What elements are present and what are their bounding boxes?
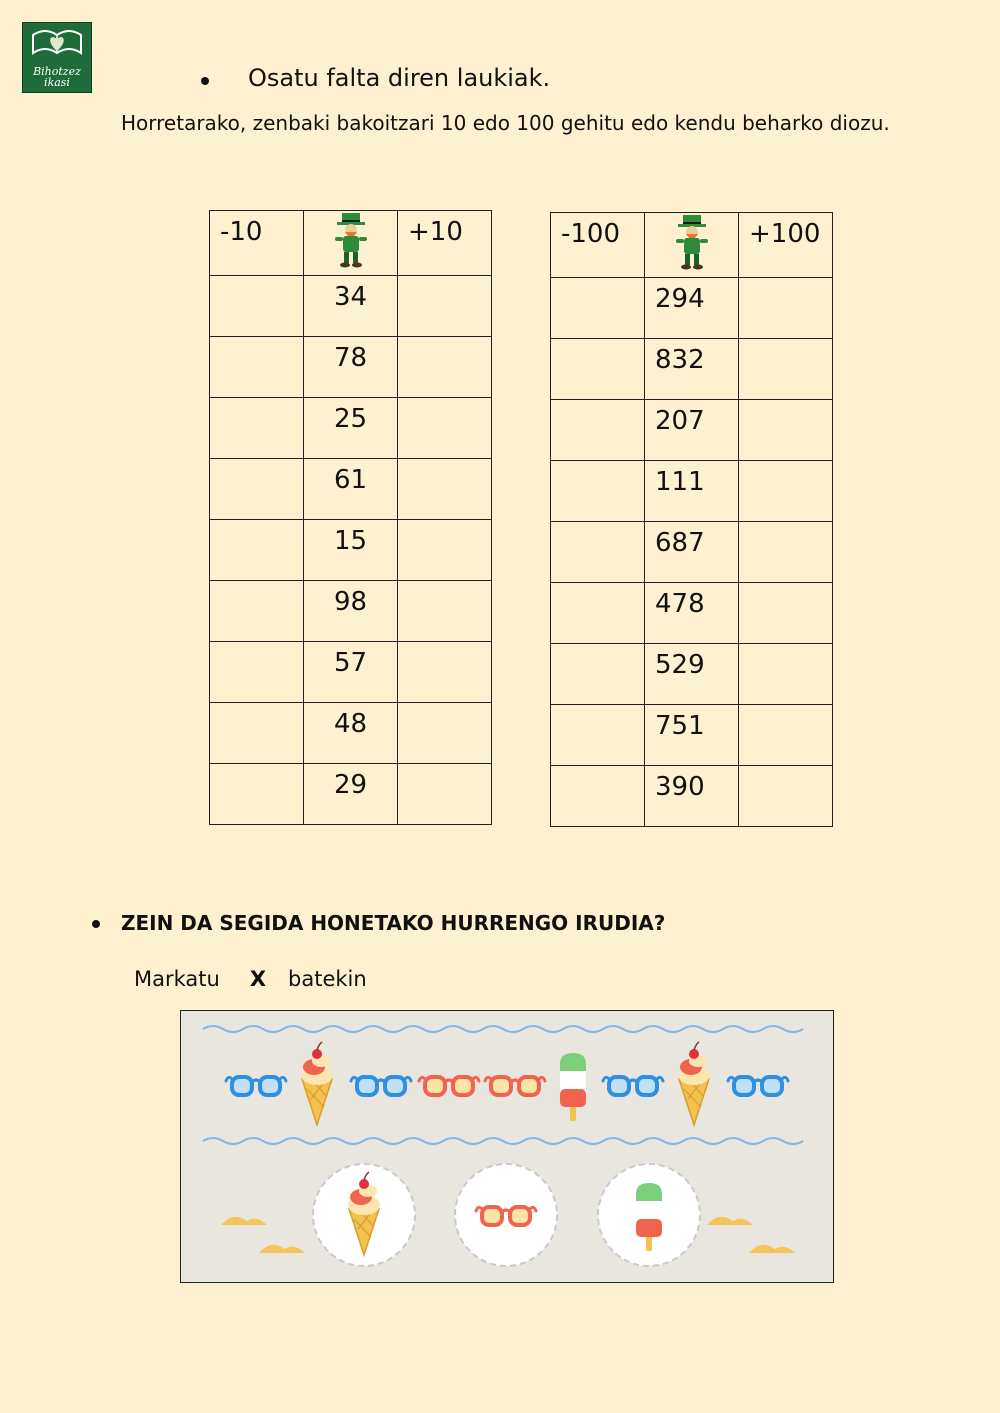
sequence-glasses-red-icon [419, 1077, 479, 1095]
answer-cell[interactable] [210, 337, 304, 398]
table-row [210, 459, 492, 520]
table-row [551, 705, 833, 766]
answer-cell[interactable] [210, 703, 304, 764]
answer-cell[interactable] [739, 644, 833, 705]
table-row [551, 583, 833, 644]
table-header-row [551, 213, 833, 278]
answer-cell[interactable] [210, 581, 304, 642]
wave-line-top [203, 1026, 803, 1032]
table-row [210, 520, 492, 581]
answer-cell[interactable] [210, 642, 304, 703]
number-cell: 207 [645, 400, 739, 461]
number-cell: 478 [645, 583, 739, 644]
answer-cell[interactable] [398, 337, 492, 398]
number-cell: 48 [304, 703, 398, 764]
answer-cell[interactable] [551, 583, 645, 644]
table-row [551, 461, 833, 522]
answer-cell[interactable] [210, 520, 304, 581]
answer-cell[interactable] [398, 459, 492, 520]
number-cell: 57 [304, 642, 398, 703]
answer-cell[interactable] [739, 339, 833, 400]
logo [22, 22, 92, 93]
number-cell: 687 [645, 522, 739, 583]
number-cell: 15 [304, 520, 398, 581]
answer-cell[interactable] [210, 764, 304, 825]
answer-cell[interactable] [739, 278, 833, 339]
header-plus-100: +100 [739, 213, 833, 278]
answer-cell[interactable] [551, 461, 645, 522]
bullet-icon [92, 920, 100, 928]
sand-pile-icon [749, 1245, 795, 1253]
number-cell: 98 [304, 581, 398, 642]
number-cell: 78 [304, 337, 398, 398]
section1-title: Osatu falta diren laukiak. [248, 64, 551, 92]
table-row [551, 644, 833, 705]
table-row [551, 522, 833, 583]
header-minus-100: -100 [551, 213, 645, 278]
answer-cell[interactable] [739, 400, 833, 461]
number-cell: 29 [304, 764, 398, 825]
table-row [210, 642, 492, 703]
sequence-illustration [181, 1011, 833, 1282]
table-plus-minus-100 [550, 212, 833, 827]
answer-cell[interactable] [739, 705, 833, 766]
number-cell: 390 [645, 766, 739, 827]
table-row [210, 581, 492, 642]
mark-suffix: batekin [288, 967, 367, 991]
leprechaun-icon [645, 213, 739, 278]
answer-cell[interactable] [739, 583, 833, 644]
answer-cell[interactable] [551, 644, 645, 705]
sequence-ice-cream-icon [301, 1042, 333, 1125]
answer-cell[interactable] [398, 642, 492, 703]
logo-text-line1: Bihotzez [33, 65, 81, 78]
sequence-glasses-blue-icon [603, 1077, 663, 1095]
number-cell: 111 [645, 461, 739, 522]
bullet-icon [201, 77, 209, 85]
answer-cell[interactable] [398, 276, 492, 337]
answer-cell[interactable] [739, 522, 833, 583]
answer-cell[interactable] [210, 276, 304, 337]
answer-cell[interactable] [398, 398, 492, 459]
answer-cell[interactable] [739, 766, 833, 827]
logo-text-line2: ikasi [44, 76, 70, 89]
option-ice-cream[interactable] [313, 1164, 415, 1266]
number-cell: 751 [645, 705, 739, 766]
number-cell: 34 [304, 276, 398, 337]
number-cell: 61 [304, 459, 398, 520]
section1-instruction: Horretarako, zenbaki bakoitzari 10 edo 100 gehitu edo kendu beharko diozu. [121, 111, 890, 135]
option-popsicle[interactable] [598, 1164, 700, 1266]
number-cell: 832 [645, 339, 739, 400]
sequence-glasses-blue-icon [226, 1077, 286, 1095]
answer-cell[interactable] [210, 398, 304, 459]
answer-cell[interactable] [551, 278, 645, 339]
answer-cell[interactable] [398, 703, 492, 764]
answer-cell[interactable] [551, 705, 645, 766]
table-row [551, 278, 833, 339]
sequence-panel [180, 1010, 834, 1283]
book-heart-icon [23, 23, 91, 67]
leprechaun-icon [304, 211, 398, 276]
number-cell: 529 [645, 644, 739, 705]
number-cell: 25 [304, 398, 398, 459]
table-row [210, 276, 492, 337]
mark-instruction [134, 967, 367, 991]
table-row [551, 400, 833, 461]
table-header-row [210, 211, 492, 276]
answer-cell[interactable] [210, 459, 304, 520]
sand-pile-icon [259, 1245, 305, 1253]
answer-cell[interactable] [398, 520, 492, 581]
table-row [551, 339, 833, 400]
section2-title: ZEIN DA SEGIDA HONETAKO HURRENGO IRUDIA? [121, 911, 666, 935]
sand-pile-icon [221, 1217, 267, 1225]
sequence-ice-cream-icon [678, 1042, 710, 1125]
sequence-glasses-red-icon [485, 1077, 545, 1095]
sand-pile-icon [707, 1217, 753, 1225]
answer-cell[interactable] [398, 764, 492, 825]
wave-line-bottom [203, 1138, 803, 1144]
header-plus-10: +10 [398, 211, 492, 276]
table-row [210, 764, 492, 825]
sequence-glasses-blue-icon [728, 1077, 788, 1095]
mark-word: Markatu [134, 967, 220, 991]
option-glasses-red[interactable] [455, 1164, 557, 1266]
sequence-popsicle-icon [560, 1053, 586, 1121]
header-minus-10: -10 [210, 211, 304, 276]
table-plus-minus-10 [209, 210, 492, 825]
table-row [210, 703, 492, 764]
answer-cell[interactable] [551, 522, 645, 583]
answer-cell[interactable] [398, 581, 492, 642]
table-row [210, 398, 492, 459]
answer-cell[interactable] [739, 461, 833, 522]
number-cell: 294 [645, 278, 739, 339]
mark-symbol: X [249, 967, 267, 991]
answer-cell[interactable] [551, 766, 645, 827]
table-row [551, 766, 833, 827]
answer-cell[interactable] [551, 400, 645, 461]
table-row [210, 337, 492, 398]
answer-cell[interactable] [551, 339, 645, 400]
sequence-glasses-blue-icon [351, 1077, 411, 1095]
